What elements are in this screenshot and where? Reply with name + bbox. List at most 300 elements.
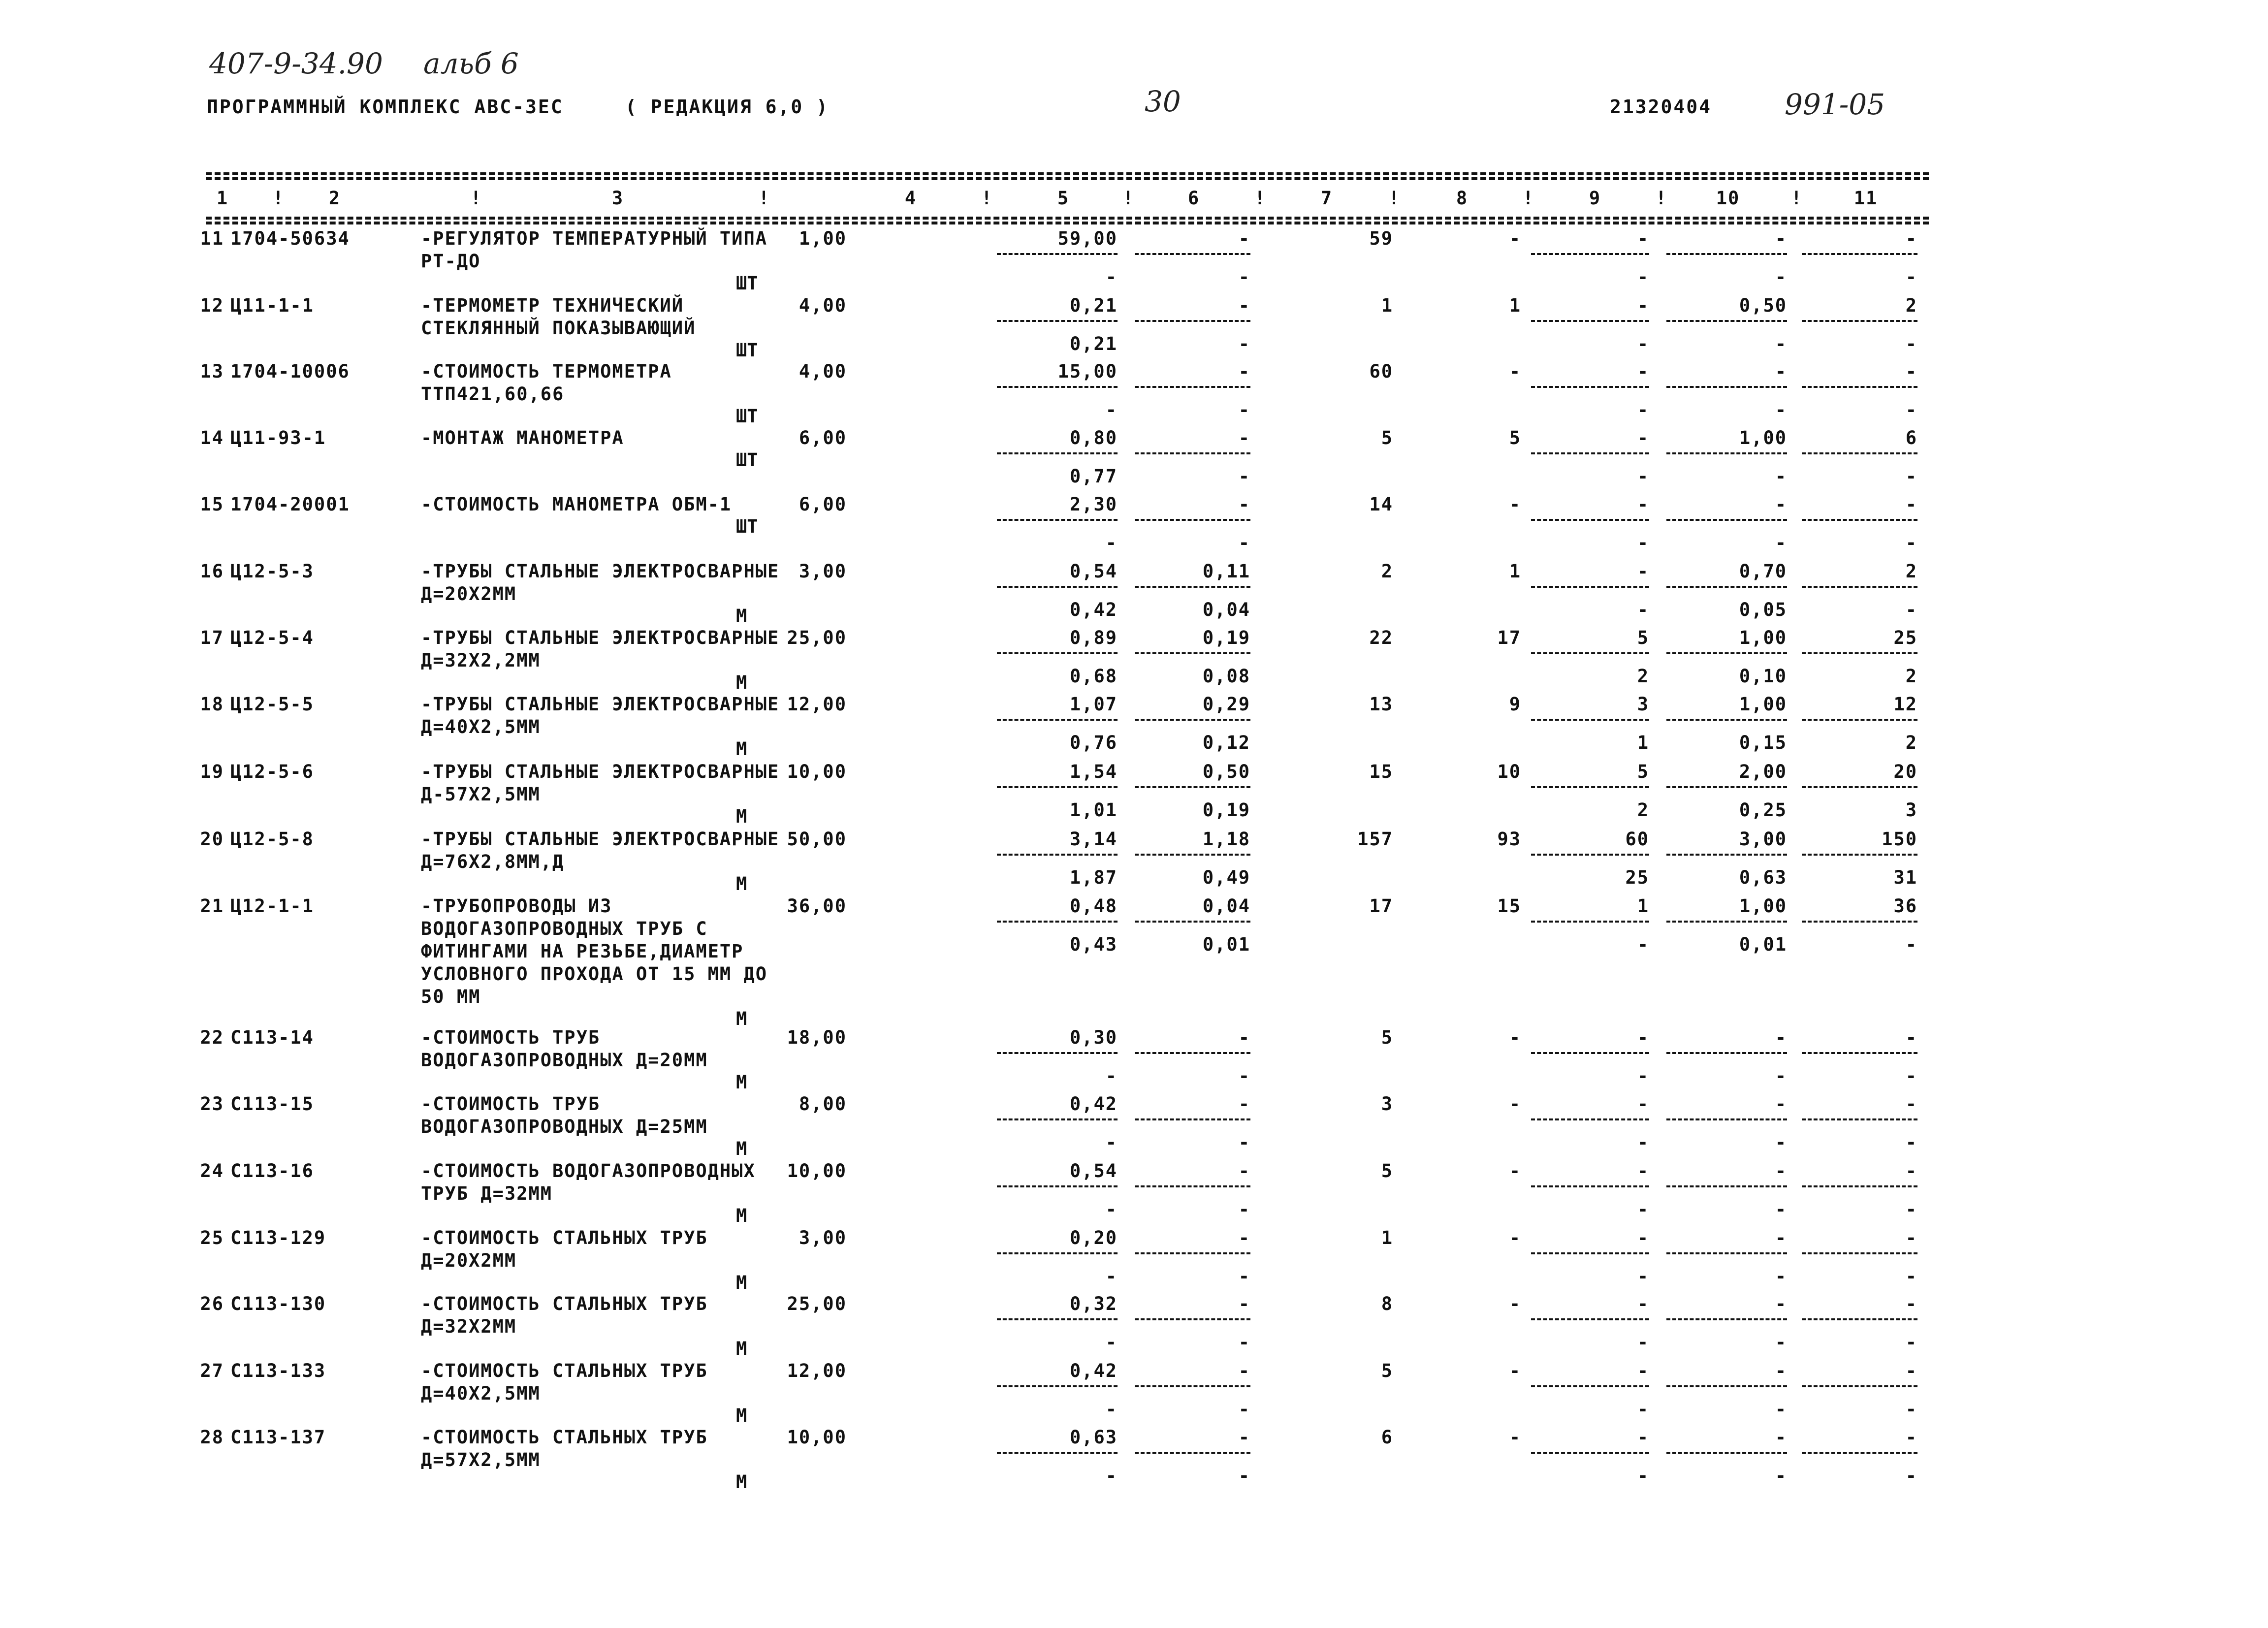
cell-underline [1802,1252,1917,1254]
cell-c5-top: 0,42 [1069,1093,1118,1115]
cell-c8: - [1509,494,1521,515]
cell-c5-bottom: 0,68 [1069,666,1118,687]
cell-c9-top: - [1637,1427,1649,1448]
row-quantity: 10,00 [787,761,847,782]
cell-underline [1531,320,1649,322]
row-unit: М [736,606,747,627]
row-description: Д=20Х2ММ [421,1250,517,1271]
cell-underline [1666,386,1787,388]
cell-c9-bottom: 25 [1625,867,1649,889]
cell-c6-bottom: - [1238,1465,1250,1487]
row-description: ВОДОГАЗОПРОВОДНЫХ Д=20ММ [421,1050,708,1071]
cell-underline [1135,1318,1250,1320]
handwritten-ref-number: 991-05 [1785,88,1885,121]
cell-c9-top: - [1637,1227,1649,1248]
row-quantity: 50,00 [787,829,847,850]
cell-c9-bottom: - [1637,1065,1649,1087]
row-description: -СТОИМОСТЬ ТРУБ [421,1093,601,1115]
row-quantity: 6,00 [799,494,847,515]
cell-c10-bottom: - [1775,1132,1787,1153]
cell-underline [1802,786,1917,788]
cell-c6-top: - [1238,1027,1250,1048]
column-header-2: 2 [328,188,341,209]
cell-c9-top: 5 [1637,761,1649,782]
cell-c11-top: - [1905,1027,1917,1048]
row-description: Д=40Х2,5ММ [421,716,541,737]
cell-c7: 5 [1381,427,1393,448]
column-separator: ! [1790,188,1803,209]
cell-c11-bottom: - [1905,532,1917,554]
row-description: -РЕГУЛЯТОР ТЕМПЕРАТУРНЫЙ ТИПА [421,228,768,249]
row-number: 20 [200,829,224,850]
cell-c6-top: - [1238,361,1250,382]
row-description: Д-57Х2,5ММ [421,784,541,805]
row-code: С113-15 [230,1093,314,1115]
cell-c11-top: - [1905,1160,1917,1181]
cell-underline [1135,320,1250,322]
cell-c10-top: 1,00 [1739,895,1787,917]
row-number: 26 [200,1293,224,1314]
cell-c11-bottom: - [1905,1399,1917,1420]
cell-underline [997,652,1118,654]
row-number: 21 [200,895,224,917]
cell-c6-bottom: - [1238,333,1250,355]
row-unit: ШТ [736,273,758,294]
cell-c6-bottom: 0,01 [1202,934,1250,956]
column-header-1: 1 [216,188,229,209]
row-code: С113-133 [230,1360,326,1381]
cell-c5-top: 0,20 [1069,1227,1118,1248]
cell-c10-top: - [1775,1360,1787,1381]
row-unit: М [736,672,747,693]
cell-underline [997,452,1118,454]
row-unit: ШТ [736,516,758,537]
cell-c6-top: - [1238,427,1250,448]
cell-c9-bottom: 2 [1637,666,1649,687]
cell-c7: 59 [1369,228,1393,249]
row-description: -ТРУБЫ СТАЛЬНЫЕ ЭЛЕКТРОСВАРНЫЕ [421,694,780,715]
row-quantity: 12,00 [787,694,847,715]
cell-underline [1135,786,1250,788]
cell-c5-bottom: - [1105,1199,1118,1220]
cell-c5-top: 0,80 [1069,427,1118,448]
row-description: -ТРУБЫ СТАЛЬНЫЕ ЭЛЕКТРОСВАРНЫЕ [421,627,780,648]
cell-c9-top: - [1637,1027,1649,1048]
cell-underline [1135,652,1250,654]
cell-c9-bottom: 2 [1637,799,1649,821]
cell-c11-top: 25 [1893,627,1917,648]
cell-c5-top: 0,89 [1069,627,1118,648]
cell-c11-top: 150 [1882,829,1917,850]
cell-c8: - [1509,1293,1521,1314]
cell-c7: 60 [1369,361,1393,382]
cell-underline [1531,386,1649,388]
cell-c7: 6 [1381,1427,1393,1448]
cell-c9-bottom: 1 [1637,732,1649,754]
cell-underline [1802,519,1917,521]
cell-underline [997,1118,1118,1120]
cell-c11-bottom: - [1905,934,1917,956]
cell-underline [1135,386,1250,388]
cell-c6-bottom: - [1238,1399,1250,1420]
row-code: Ц12-5-5 [230,694,314,715]
cell-underline [1802,1118,1917,1120]
column-separator: ! [1122,188,1135,209]
cell-c6-top: - [1238,228,1250,249]
cell-c8: 15 [1497,895,1521,917]
cell-c7: 1 [1381,295,1393,316]
cell-c5-top: 2,30 [1069,494,1118,515]
cell-c11-top: - [1905,1293,1917,1314]
cell-c5-bottom: 0,42 [1069,599,1118,621]
row-number: 15 [200,494,224,515]
row-description: -ТРУБЫ СТАЛЬНЫЕ ЭЛЕКТРОСВАРНЫЕ [421,761,780,782]
row-code: 1704-50634 [230,228,350,249]
cell-c9-bottom: - [1637,599,1649,621]
cell-c8: 1 [1509,295,1521,316]
cell-c9-bottom: - [1637,532,1649,554]
cell-c6-top: 1,18 [1202,829,1250,850]
cell-underline [1135,1052,1250,1054]
cell-c9-top: - [1637,494,1649,515]
row-description: Д=20Х2ММ [421,583,517,605]
cell-c9-top: - [1637,1293,1649,1314]
row-code: Ц12-5-6 [230,761,314,782]
cell-underline [997,1052,1118,1054]
cell-underline [1802,652,1917,654]
cell-underline [1802,854,1917,856]
cell-c5-bottom: - [1105,1065,1118,1087]
cell-c6-bottom: 0,19 [1202,799,1250,821]
cell-c5-bottom: - [1105,1332,1118,1353]
cell-c11-top: - [1905,1227,1917,1248]
cell-underline [1531,921,1649,923]
cell-underline [1666,1252,1787,1254]
table-top-rule-2 [206,177,1929,180]
cell-underline [1531,1385,1649,1387]
cell-c5-bottom: - [1105,1266,1118,1287]
column-header-4: 4 [904,188,917,209]
column-separator: ! [1254,188,1267,209]
cell-c9-top: - [1637,1093,1649,1115]
column-header-11: 11 [1853,188,1878,209]
row-quantity: 25,00 [787,1293,847,1314]
cell-underline [1531,1185,1649,1187]
cell-c7: 8 [1381,1293,1393,1314]
cell-underline [1802,253,1917,255]
column-header-8: 8 [1456,188,1469,209]
column-header-6: 6 [1187,188,1200,209]
cell-c8: 93 [1497,829,1521,850]
cell-c5-bottom: - [1105,266,1118,288]
cell-c10-bottom: 0,25 [1739,799,1787,821]
cell-c11-bottom: - [1905,1132,1917,1153]
column-separator: ! [758,188,770,209]
cell-c5-bottom: 0,43 [1069,934,1118,956]
cell-underline [1531,719,1649,721]
cell-c9-top: - [1637,1360,1649,1381]
cell-c8: - [1509,1027,1521,1048]
cell-underline [1666,786,1787,788]
header-bottom-rule [206,217,1929,220]
cell-underline [997,586,1118,588]
row-unit: М [736,806,747,827]
row-description: -ТЕРМОМЕТР ТЕХНИЧЕСКИЙ [421,295,684,316]
cell-c11-bottom: - [1905,1266,1917,1287]
row-quantity: 36,00 [787,895,847,917]
row-quantity: 4,00 [799,361,847,382]
row-unit: М [736,1272,747,1293]
cell-underline [1802,1318,1917,1320]
cell-c11-top: 6 [1905,427,1917,448]
cell-c11-top: - [1905,1360,1917,1381]
column-separator: ! [470,188,482,209]
cell-c10-bottom: 0,63 [1739,867,1787,889]
cell-c10-top: - [1775,1427,1787,1448]
cell-underline [1666,1185,1787,1187]
cell-c7: 5 [1381,1360,1393,1381]
cell-c5-bottom: - [1105,399,1118,421]
cell-c7: 22 [1369,627,1393,648]
cell-c9-bottom: - [1637,1332,1649,1353]
cell-c5-bottom: - [1105,1465,1118,1487]
row-unit: М [736,1072,747,1093]
row-unit: М [736,1205,747,1226]
cell-underline [1135,452,1250,454]
cell-underline [997,1318,1118,1320]
cell-c10-bottom: - [1775,1465,1787,1487]
cell-c5-top: 3,14 [1069,829,1118,850]
column-separator: ! [1655,188,1668,209]
cell-c10-top: 1,00 [1739,427,1787,448]
cell-c10-bottom: 0,15 [1739,732,1787,754]
row-description: ВОДОГАЗОПРОВОДНЫХ ТРУБ С [421,918,708,939]
cell-underline [1666,519,1787,521]
row-description: ФИТИНГАМИ НА РЕЗЬБЕ,ДИАМЕТР [421,941,744,962]
cell-c6-top: - [1238,494,1250,515]
cell-c5-bottom: - [1105,1399,1118,1420]
row-number: 28 [200,1427,224,1448]
cell-underline [997,719,1118,721]
cell-underline [997,921,1118,923]
header-bottom-rule-2 [206,222,1929,224]
cell-c11-bottom: - [1905,266,1917,288]
cell-c6-bottom: - [1238,532,1250,554]
row-description: -СТОИМОСТЬ СТАЛЬНЫХ ТРУБ [421,1360,708,1381]
row-code: С113-14 [230,1027,314,1048]
cell-underline [1531,1318,1649,1320]
cell-c8: - [1509,1160,1521,1181]
row-description: 50 ММ [421,986,481,1007]
cell-underline [1666,320,1787,322]
cell-c10-top: - [1775,494,1787,515]
handwritten-album: альб 6 [423,47,519,80]
cell-c6-top: - [1238,1293,1250,1314]
cell-c5-top: 0,63 [1069,1427,1118,1448]
cell-c11-bottom: - [1905,1065,1917,1087]
row-unit: М [736,873,747,894]
cell-underline [1135,1185,1250,1187]
row-number: 11 [200,228,224,249]
row-number: 19 [200,761,224,782]
row-description: Д=32Х2,2ММ [421,650,541,671]
cell-c11-top: 20 [1893,761,1917,782]
cell-underline [1802,1452,1917,1454]
row-quantity: 4,00 [799,295,847,316]
cell-c11-top: - [1905,361,1917,382]
column-separator: ! [272,188,285,209]
cell-underline [1531,1252,1649,1254]
cell-c11-bottom: 2 [1905,732,1917,754]
column-header-5: 5 [1057,188,1070,209]
cell-c9-top: - [1637,427,1649,448]
cell-c11-bottom: 31 [1893,867,1917,889]
cell-underline [997,320,1118,322]
cell-c9-bottom: - [1637,1199,1649,1220]
cell-c10-top: 0,50 [1739,295,1787,316]
cell-underline [1666,253,1787,255]
cell-c10-top: 0,70 [1739,561,1787,582]
cell-underline [1666,854,1787,856]
cell-c6-bottom: - [1238,1266,1250,1287]
cell-c5-bottom: 0,77 [1069,466,1118,487]
column-header-10: 10 [1716,188,1740,209]
cell-c6-top: - [1238,1227,1250,1248]
cell-c6-top: 0,29 [1202,694,1250,715]
cell-c9-top: 3 [1637,694,1649,715]
cell-c11-bottom: 3 [1905,799,1917,821]
cell-underline [997,1185,1118,1187]
handwritten-page-number: 30 [1145,85,1181,118]
cell-c6-bottom: 0,08 [1202,666,1250,687]
cell-c10-bottom: - [1775,399,1787,421]
cell-c10-top: - [1775,228,1787,249]
row-description: Д=32Х2ММ [421,1316,517,1337]
row-description: -СТОИМОСТЬ СТАЛЬНЫХ ТРУБ [421,1293,708,1314]
row-quantity: 6,00 [799,427,847,448]
cell-c6-top: 0,11 [1202,561,1250,582]
cell-c11-top: - [1905,228,1917,249]
cell-c6-top: - [1238,295,1250,316]
cell-c6-top: 0,19 [1202,627,1250,648]
row-description: -ТРУБЫ СТАЛЬНЫЕ ЭЛЕКТРОСВАРНЫЕ [421,829,780,850]
cell-underline [1666,1452,1787,1454]
row-description: ТТП421,60,66 [421,383,565,405]
cell-underline [997,519,1118,521]
cell-underline [1802,1052,1917,1054]
cell-c7: 15 [1369,761,1393,782]
cell-c10-bottom: - [1775,466,1787,487]
cell-c5-top: 1,07 [1069,694,1118,715]
row-description: -ТРУБЫ СТАЛЬНЫЕ ЭЛЕКТРОСВАРНЫЕ [421,561,780,582]
row-number: 13 [200,361,224,382]
cell-c10-bottom: 0,05 [1739,599,1787,621]
row-quantity: 3,00 [799,1227,847,1248]
cell-underline [997,1452,1118,1454]
cell-underline [1531,253,1649,255]
table-top-rule [206,172,1929,175]
cell-c11-bottom: - [1905,599,1917,621]
cell-underline [1531,854,1649,856]
cell-underline [1666,1052,1787,1054]
row-number: 25 [200,1227,224,1248]
cell-c7: 17 [1369,895,1393,917]
cell-c9-top: - [1637,1160,1649,1181]
cell-c5-top: 0,54 [1069,1160,1118,1181]
cell-c8: - [1509,1427,1521,1448]
column-separator: ! [981,188,993,209]
cell-underline [1666,652,1787,654]
row-quantity: 1,00 [799,228,847,249]
cell-c6-bottom: 0,12 [1202,732,1250,754]
cell-underline [997,1252,1118,1254]
cell-c9-bottom: - [1637,333,1649,355]
cell-c5-top: 0,54 [1069,561,1118,582]
row-code: С113-16 [230,1160,314,1181]
cell-c9-bottom: - [1637,1465,1649,1487]
cell-c6-bottom: - [1238,1065,1250,1087]
cell-underline [997,1385,1118,1387]
cell-c6-top: - [1238,1093,1250,1115]
cell-c9-top: - [1637,295,1649,316]
row-code: С113-130 [230,1293,326,1314]
cell-c8: 5 [1509,427,1521,448]
cell-c7: 157 [1357,829,1393,850]
cell-underline [1802,452,1917,454]
cell-underline [1531,452,1649,454]
row-unit: М [736,1471,747,1493]
cell-c9-bottom: - [1637,399,1649,421]
cell-c11-top: - [1905,1093,1917,1115]
program-title: ПРОГРАММНЫЙ КОМПЛЕКС АВС-3ЕС [207,96,564,118]
row-unit: М [736,1338,747,1359]
cell-underline [1531,1452,1649,1454]
cell-c5-top: 0,32 [1069,1293,1118,1314]
cell-c11-bottom: 2 [1905,666,1917,687]
row-description: СТЕКЛЯННЫЙ ПОКАЗЫВАЮЩИЙ [421,318,696,339]
cell-underline [997,386,1118,388]
cell-underline [1531,1052,1649,1054]
cell-underline [1135,1385,1250,1387]
cell-c10-bottom: - [1775,266,1787,288]
cell-underline [1666,719,1787,721]
cell-c7: 1 [1381,1227,1393,1248]
row-number: 18 [200,694,224,715]
cell-c11-bottom: - [1905,399,1917,421]
row-unit: М [736,738,747,760]
edition-label: ( РЕДАКЦИЯ 6,0 ) [625,96,830,118]
cell-c9-bottom: - [1637,1266,1649,1287]
cell-underline [1802,1185,1917,1187]
cell-c10-bottom: 0,01 [1739,934,1787,956]
cell-c11-bottom: - [1905,1199,1917,1220]
cell-c5-bottom: 0,21 [1069,333,1118,355]
cell-c9-top: - [1637,561,1649,582]
cell-c10-top: - [1775,1227,1787,1248]
cell-c9-bottom: - [1637,1132,1649,1153]
cell-underline [1135,1252,1250,1254]
row-description: -МОНТАЖ МАНОМЕТРА [421,427,624,448]
cell-c10-top: 2,00 [1739,761,1787,782]
cell-underline [1531,519,1649,521]
cell-c6-bottom: - [1238,399,1250,421]
row-code: Ц12-5-3 [230,561,314,582]
cell-c10-top: - [1775,361,1787,382]
cell-c11-top: 36 [1893,895,1917,917]
cell-c10-top: - [1775,1160,1787,1181]
cell-c5-bottom: - [1105,1132,1118,1153]
cell-c6-top: - [1238,1360,1250,1381]
